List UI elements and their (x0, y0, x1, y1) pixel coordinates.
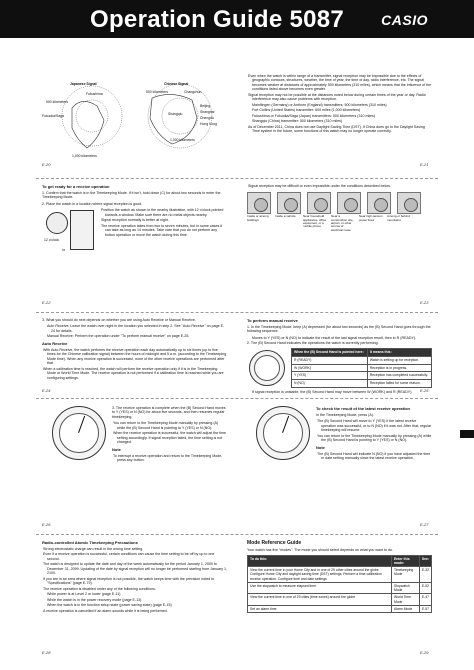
bullet: Signal reception may be difficult or even impossible under the conditions described below. (248, 184, 391, 188)
table-cell: Reception has completed successfully. (367, 372, 431, 380)
page-number-e27: E-27 (420, 522, 429, 527)
bullet: The (B) Second Hand will indicate N (NO) if you have adjusted the time or date setting manually since the latest receive operation. (317, 451, 431, 461)
bullet: The (B) Second Hand will move to Y (YES) if the latest receive operation was successful, or to N (NO) if it was not. After that, regular timekeeping will resume. (317, 419, 432, 433)
table-cell: View the current time in one of 29 cities (time zones) around the globe (248, 594, 392, 606)
icon-caption: Inside or among buildings (247, 214, 269, 222)
bullet: With Auto Receive, the watch performs the receive operation each day automatically up to six times (up to five times for the Chinese calibration signal) between the hours of midnight and 5 a.m. (according to the Timekeeping Mode time). When any receive operation is successful, none of the other receive operations are performed after that. (43, 347, 227, 366)
table-cell: Use the stopwatch to measure elapsed time (248, 582, 392, 594)
bullet: Position the watch as shown in the nearby illustration, with 12 o'clock pointed towards a window. Make sure there are no metal objects nearby. (101, 208, 224, 217)
label-12-oclock: 12 o'clock (44, 238, 59, 243)
map-label-1000km-jp: 1,000 kilometers (72, 154, 97, 158)
table-row (292, 372, 432, 380)
table-cell: E-57 (419, 605, 431, 612)
watch-icon (46, 212, 68, 234)
table-cell: Watch is setting up for reception. (367, 356, 431, 364)
bullet: The watch is designed to update the date and day of the week automatically for the period January 1, 2000 to December 31, 2099. Updating of the date by signal reception will no longer be performed starting from January 1, 2100. (43, 562, 227, 576)
bullet: Signal reception normally is better at night. (101, 218, 169, 223)
sub-item: Auto Receive: Leave the watch over night in the location you selected in step 2. See "Auto Receive" on page E-24 for details. (47, 324, 225, 333)
bullet: When the receive operation is successful, the watch will adjust the time setting accordingly. If signal reception failed, the time setting is not changed. (113, 431, 227, 445)
step: 1. In the Timekeeping Mode, keep (A) depressed (for about two seconds) as the (B) Second Hand goes through the following sequence. (247, 325, 431, 334)
label-or: or (62, 248, 66, 253)
page-e24 (42, 318, 227, 381)
table-cell: N (NO) (292, 380, 368, 388)
table-cell: Set an alarm time (248, 605, 392, 612)
page-e22 (42, 184, 227, 258)
page-number-e20: E-20 (42, 162, 51, 167)
page-number-e28: E-28 (42, 650, 51, 655)
step: 3. The receive operation is complete when the (B) Second Hand moves to Y (YES) or N (NO) for about five seconds, and then resumes regular timekeeping. (112, 406, 226, 419)
table-row (248, 605, 432, 612)
page-divider (36, 178, 438, 179)
table-cell: Stopwatch Mode (391, 582, 419, 594)
map-label-chengdu: Chengdu (200, 116, 214, 120)
section-heading: To get ready for a receive operation (42, 184, 110, 189)
bullet: Even when the watch is within range of a transmitter, signal reception may be impossible due to the effects of geographic contours, structures, weather, the time of year, the time of day, radio interference, etc. The signal becomes weaker at distances of approximately 500 kilometers (310 miles), which means that the influence of the conditions listed above becomes even greater. (248, 74, 432, 92)
bullet: To interrupt a receive operation and return to the Timekeeping Mode, press any button. (113, 453, 223, 463)
map-label-japan: Japanese Signal (70, 82, 97, 86)
step: 1. Confirm that the watch is in the Timekeeping Mode. If it isn't, hold down (C) for about two seconds to enter the Timekeeping Mode. (42, 191, 221, 200)
section-tab (460, 430, 474, 438)
page-number-e29: E-29 (420, 650, 429, 655)
bullet: Signal reception may not be possible at the distances noted below during certain times of the year or day. Radio interference may also cause problems with reception. (248, 92, 426, 102)
building-icon (247, 192, 271, 214)
table-header: Enter this mode: (391, 555, 419, 567)
step: 2. Place the watch in a location where signal reception is good. (42, 201, 143, 206)
page-divider (36, 312, 438, 313)
bullet: Even if a receive operation is successful, certain conditions can cause the time setting to be off by up to one second. (43, 552, 215, 561)
map-label-500km-cn: 500 kilometers (146, 90, 169, 94)
map-label-fukuoka: Fukuoka/Saga (42, 114, 64, 118)
section-heading: Auto Receive (42, 340, 68, 346)
construction-icon (337, 192, 361, 214)
step: 3. What you should do next depends on whether you are using Auto Receive or Manual Receive. (42, 318, 196, 322)
page-e21 (247, 74, 432, 135)
watch-illustration (247, 348, 287, 388)
instruction: In the Timekeeping Mode, press (A). (316, 413, 374, 417)
watch-face (52, 406, 106, 460)
icon-caption: Inside a vehicle (275, 214, 296, 219)
section-heading: To check the result of the latest receive operation (316, 406, 410, 411)
mode-reference-table (247, 555, 432, 614)
page-e27 (316, 406, 432, 462)
map-label-shangqiu: Shangqiu (168, 112, 183, 116)
table-cell: View the current time in your Home City and in one of 29 other cities around the globe. Configure Home City and daylight saving time (DST) settings. Perform a time calibration receive operation. Configure time and date settings (248, 567, 392, 583)
watch-face (256, 406, 310, 460)
page-number-e22: E-22 (42, 300, 51, 305)
sub-item: When the watch is in the function setup state (power saving state) (page E-15) (47, 603, 172, 608)
page-e29 (247, 540, 432, 613)
guide-title: Operation Guide 5087 (90, 6, 345, 33)
bullet: When a calibration time is reached, the watch will perform the receive operation only if it is in the Timekeeping Mode or World Time Mode. The receive operation is not performed if a calibration time is reached while you are configuring settings. (43, 366, 224, 380)
table-cell: E-32 (419, 567, 431, 583)
power-line-icon (367, 192, 391, 214)
page-number-e24: E-24 (42, 388, 51, 393)
bullet: You can return to the Timekeeping Mode manually by pressing (A) while the (B) Second Hand is pointing to Y (YES) or N (NO). (113, 421, 219, 430)
guide-header (0, 0, 474, 38)
page-number-e21: E-21 (420, 162, 429, 167)
page-e23 (247, 184, 432, 232)
sub-item: Shangqiu (China) transmitter: 500 kilometers (310 miles) (252, 119, 343, 124)
bullet: The receive operation takes from two to seven minutes, but in some cases it can take as long as 14 minutes. Take care that you do not perform any button operation or move the watch during this time. (101, 223, 223, 237)
table-cell: E-52 (419, 582, 431, 594)
map-label-changchun: Changchun (184, 90, 202, 94)
watch-illustration (256, 406, 310, 460)
table-cell: Alarm Mode (391, 605, 419, 612)
map-label-hongkong: Hong Kong (200, 122, 217, 126)
appliance-icon (307, 192, 331, 214)
table-cell: Reception is in progress. (367, 364, 431, 372)
table-row (248, 594, 432, 606)
table-cell: Timekeeping Mode (391, 567, 419, 583)
bullet: If you are in an area where signal reception is not possible, the watch keeps time with the precision noted in "Specifications" (page E-79). (43, 576, 214, 586)
sub-item: While the watch is in the power recovery mode (page E-13) (47, 597, 142, 602)
section-heading: Mode Reference Guide (247, 540, 302, 546)
watch-illustration (52, 406, 106, 460)
page-number-e26: E-26 (42, 522, 51, 527)
window-icon (70, 210, 94, 250)
map-label-china: Chinese Signal (164, 82, 189, 86)
table-header: See: (419, 555, 431, 567)
hand-meaning-table (291, 348, 432, 388)
condition-icons (247, 192, 432, 214)
sub-item: If signal reception is unstable, the (B) Second Hand may move between W (WORK) and R (READY). (252, 389, 413, 394)
brand-logo: CASIO (381, 12, 428, 28)
sub-item: Mainflingen (Germany) or Anthorn (England) transmitters: 500 kilometers (310 miles) (252, 102, 387, 107)
table-cell: W (WORK) (292, 364, 368, 372)
note-heading: Note (316, 444, 325, 450)
page-divider (36, 534, 438, 535)
bullet: A receive operation is cancelled if an alarm sounds while it is being performed. (43, 608, 168, 613)
bullet: As of December 2011, China does not use Daylight Saving Time (DST). If China does go to the Daylight Saving Time system in the future, some functions of this watch may no longer operate correctly. (248, 124, 425, 134)
table-header: When the (B) Second Hand is pointed here: (292, 348, 368, 356)
table-cell: World Time Mode (391, 594, 419, 606)
table-cell: Reception failed for some reason. (367, 380, 431, 388)
map-label-beijing: Beijing (200, 104, 211, 108)
table-row (292, 380, 432, 388)
table-row (292, 356, 432, 364)
table-header: To do this: (248, 555, 392, 567)
page-e25 (247, 318, 432, 395)
icon-caption: Among or behind mountains (387, 214, 410, 222)
intro-text: Your watch has five "modes". The mode you should select depends on what you want to do. (247, 548, 393, 553)
bullet: Strong electrostatic charge can result in the wrong time setting. (43, 547, 144, 551)
page-divider (36, 398, 438, 399)
icon-caption: Near high-tension power lines (359, 214, 383, 222)
watch-dial (254, 355, 280, 381)
table-cell: Y (YES) (292, 372, 368, 380)
table-row (248, 582, 432, 594)
map-label-fukushima: Fukushima (86, 92, 103, 96)
table-header: It means this: (367, 348, 431, 356)
page-e28 (42, 540, 227, 614)
map-label-1000km-cn: 1,000 kilometers (170, 138, 195, 142)
page-e26 (112, 406, 227, 464)
icon-caption: Near a construction site, airport, or other source of electrical noise (331, 214, 354, 232)
page-number-e25: E-25 (420, 388, 429, 393)
bullet: You can return to the Timekeeping Mode manually by pressing (A) while the (B) Second Hand is pointing to Y (YES) or N (NO). (317, 433, 432, 443)
icon-caption: Near household appliances, office equipment, or a mobile phone (303, 214, 327, 229)
section-heading: To perform manual receive (247, 318, 298, 323)
table-cell: E-47 (419, 594, 431, 606)
table-cell: R (READY) (292, 356, 368, 364)
map-label-shanghai: Shanghai (200, 110, 215, 114)
sub-item: Manual Receive: Perform the operation under "To perform manual receive" on page E-25. (47, 334, 190, 339)
table-row (292, 364, 432, 372)
bullet: The receive operation is disabled under any of the following conditions. (43, 586, 156, 591)
watch-face (249, 350, 285, 386)
sub-item: Fukushima or Fukuoka/Saga (Japan) transmitters: 500 kilometers (310 miles) (252, 113, 376, 118)
signal-map (42, 78, 227, 170)
sub-item: Fort Collins (United States) transmitter: 600 miles (1,000 kilometers) (252, 108, 361, 113)
page-number-e23: E-23 (420, 300, 429, 305)
sub-item: Moves to Y (YES) or N (NO) to indicate the result of the last signal reception result, then to R (READY). (252, 335, 417, 340)
step: 2. The (B) Second Hand indicates the operations the watch is currently performing. (247, 341, 379, 346)
sub-item: While power is at Level 2 or lower (page E-11) (47, 592, 121, 597)
note-heading: Note (112, 446, 121, 452)
mountain-icon (397, 192, 421, 214)
section-heading: Radio-controlled Atomic Timekeeping Precautions (42, 540, 138, 545)
placement-illustration (42, 208, 96, 258)
vehicle-icon (277, 192, 301, 214)
table-row (248, 567, 432, 583)
map-label-500km-jp: 500 kilometers (46, 100, 69, 104)
